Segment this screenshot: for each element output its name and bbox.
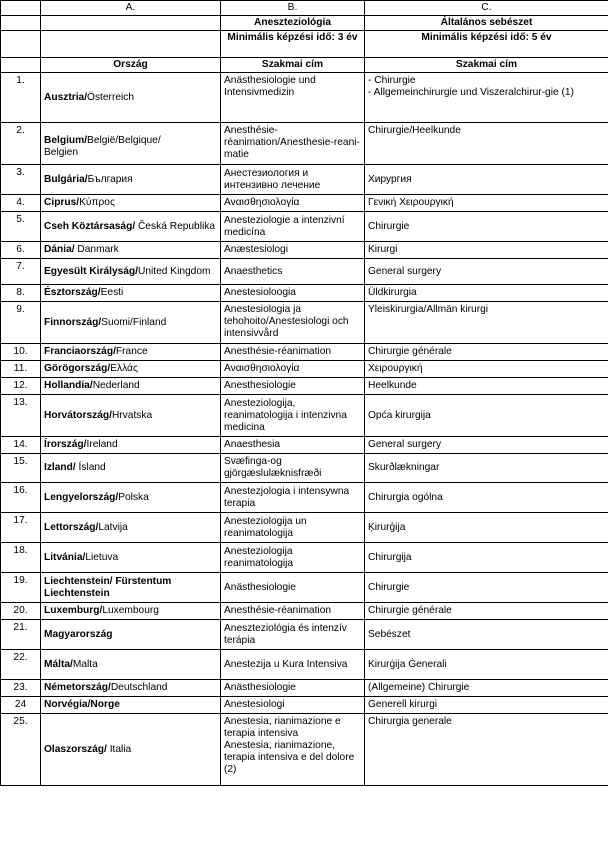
row-number: 18. [1, 543, 41, 573]
specialty-c: Általános sebészet [365, 16, 608, 31]
country-name-local: Italia [106, 743, 132, 755]
country-name-local: България [87, 173, 133, 185]
row-number: 23. [1, 680, 41, 697]
specialty-b: Aneszteziológia [221, 16, 365, 31]
country-cell [41, 680, 221, 697]
empty-cell [41, 31, 221, 58]
title-c-cell: Chirurgie [365, 212, 608, 242]
title-c-cell: Chirurgie générale [365, 603, 608, 620]
table-row [1, 195, 608, 212]
table-row [1, 285, 608, 302]
title-b-cell: Anesteziologija un reanimatologija [221, 513, 365, 543]
country-cell [41, 212, 221, 242]
title-b-cell: Anestesiologia ja tehohoito/Anestesiologi och intensivvård [221, 302, 365, 344]
title-c-cell: Chirurgia generale [365, 714, 608, 786]
title-c-cell: Skurðlækningar [365, 454, 608, 483]
empty-cell [1, 16, 41, 31]
row-number: 16. [1, 483, 41, 513]
table-row [1, 73, 608, 123]
min-training-b: Minimális képzési idő: 3 év [221, 31, 365, 58]
country-name-bold: Liechtenstein/ Fürstentum Liechtenstein [44, 575, 172, 599]
row-number: 12. [1, 378, 41, 395]
table-row [1, 378, 608, 395]
title-c-cell: Χειρουργική [365, 361, 608, 378]
country-cell [41, 165, 221, 195]
country-name-bold: Írország/ [44, 439, 87, 450]
title-c-cell: Üldkirurgia [365, 285, 608, 302]
title-c-cell: Chirurgia ogólna [365, 483, 608, 513]
country-name-local: Ελλάς [110, 363, 138, 374]
title-b-cell: Anästhesiologie [221, 573, 365, 603]
column-b-letter: B. [221, 1, 365, 16]
min-training-row [1, 31, 608, 58]
country-cell [41, 395, 221, 437]
country-name-local: Suomi/Finland [101, 316, 167, 328]
table-row [1, 165, 608, 195]
title-c-cell: Kirurgi [365, 242, 608, 259]
table-row [1, 361, 608, 378]
column-c-letter: C. [365, 1, 608, 16]
country-name-local: Latvija [98, 521, 128, 533]
title-b-cell: Anästhesiologie und Intensivmedizin [221, 73, 365, 123]
country-name-bold: Görögország/ [44, 363, 111, 374]
row-number: 1. [1, 73, 41, 123]
row-number: 9. [1, 302, 41, 344]
country-name-bold: Franciaország/ [44, 346, 116, 357]
country-name-local: France [115, 346, 148, 357]
title-c-cell: - Chirurgie - Allgemeinchirurgie und Viszeralchirur-gie (1) [365, 73, 608, 123]
row-number: 25. [1, 714, 41, 786]
country-name-bold: Finnország/ [44, 316, 102, 328]
row-number: 7. [1, 259, 41, 285]
country-name-bold: Litvánia/ [44, 551, 86, 563]
country-name-bold: Belgium/ [44, 135, 88, 146]
country-cell [41, 454, 221, 483]
title-c-cell: (Allgemeine) Chirurgie [365, 680, 608, 697]
title-c-cell: Sebészet [365, 620, 608, 650]
title-b-cell: Anesthésie-réanimation [221, 344, 365, 361]
row-number: 8. [1, 285, 41, 302]
country-cell [41, 344, 221, 361]
title-b-cell: Anestesiologi [221, 697, 365, 714]
row-number: 19. [1, 573, 41, 603]
title-b-cell: Anestezija u Kura Intensiva [221, 650, 365, 680]
row-number: 24 [1, 697, 41, 714]
table-row [1, 212, 608, 242]
row-number: 3. [1, 165, 41, 195]
title-b-cell: Svæfinga-og gjörgæslulæknisfræði [221, 454, 365, 483]
row-number: 21. [1, 620, 41, 650]
country-name-bold: Luxemburg/ [44, 605, 103, 616]
country-name-bold: Hollandia/ [44, 380, 93, 391]
country-name-local: Ireland [86, 439, 118, 450]
empty-cell [1, 31, 41, 58]
country-cell [41, 73, 221, 123]
country-name-bold: Dánia/ [44, 244, 78, 255]
row-number: 13. [1, 395, 41, 437]
country-name-local: Κύπρος [79, 197, 115, 208]
table-row [1, 573, 608, 603]
table-row [1, 395, 608, 437]
country-name-bold: Magyarország [44, 628, 113, 640]
title-c-cell: Chirurgie [365, 573, 608, 603]
table-row [1, 680, 608, 697]
title-b-cell: Anaesthesia [221, 437, 365, 454]
title-c-cell: Chirurgija [365, 543, 608, 573]
country-cell [41, 285, 221, 302]
country-header: Ország [41, 58, 221, 73]
title-b-cell: Anæstesiologi [221, 242, 365, 259]
table-row [1, 620, 608, 650]
title-c-cell: Chirurgie/Heelkunde [365, 123, 608, 165]
country-name-bold: Németország/ [44, 682, 111, 693]
row-number: 22. [1, 650, 41, 680]
country-name-bold: Bulgária/ [44, 173, 88, 185]
title-c-cell: Kirurġija Ġenerali [365, 650, 608, 680]
title-b-cell: Anesthésie-réanimation [221, 603, 365, 620]
column-letters-row [1, 1, 608, 16]
title-b-cell: Anästhesiologie [221, 680, 365, 697]
country-name-bold: Ciprus/ [44, 197, 80, 208]
empty-cell [1, 1, 41, 16]
row-number: 10. [1, 344, 41, 361]
row-number: 17. [1, 513, 41, 543]
country-name-bold: Málta/ [44, 658, 73, 670]
table-row [1, 513, 608, 543]
title-b-cell: Anesteziologie a intenzivní medicína [221, 212, 365, 242]
specialty-row [1, 16, 608, 31]
table-row [1, 650, 608, 680]
country-cell [41, 543, 221, 573]
table-row [1, 242, 608, 259]
country-cell [41, 650, 221, 680]
table-row [1, 259, 608, 285]
table-row [1, 437, 608, 454]
title-c-cell: Chirurgie générale [365, 344, 608, 361]
country-cell [41, 620, 221, 650]
country-name-local: Polska [118, 491, 149, 503]
title-c-cell: General surgery [365, 259, 608, 285]
table-row [1, 543, 608, 573]
country-cell [41, 123, 221, 165]
table-row [1, 344, 608, 361]
title-b-cell: Анестезиология и интензивно лечение [221, 165, 365, 195]
country-name-local: Eesti [100, 287, 124, 298]
country-cell [41, 195, 221, 212]
title-b-cell: Anesteziologija reanimatologija [221, 543, 365, 573]
row-number: 14. [1, 437, 41, 454]
title-b-cell: Anestezjologia i intensywna terapia [221, 483, 365, 513]
title-c-cell: Opća kirurgija [365, 395, 608, 437]
title-header-b: Szakmai cím [221, 58, 365, 73]
country-name-local: Danmark [77, 244, 119, 255]
table-row [1, 483, 608, 513]
table-row [1, 123, 608, 165]
title-b-cell: Αναισθησιολογία [221, 361, 365, 378]
row-number: 20. [1, 603, 41, 620]
country-name-bold: Lengyelország/ [44, 491, 119, 503]
title-b-cell: Αναισθησιολογία [221, 195, 365, 212]
title-c-cell: General surgery [365, 437, 608, 454]
title-b-cell: Anesteziologija, reanimatologija i intenzivna medicina [221, 395, 365, 437]
min-training-c: Minimális képzési idő: 5 év [365, 31, 608, 58]
country-name-bold: Cseh Köztársaság/ [44, 220, 138, 232]
country-name-bold: Egyesült Királyság/ [44, 265, 138, 277]
title-c-cell: Γενική Χειρουργική [365, 195, 608, 212]
country-cell [41, 573, 221, 603]
country-name-local: Hrvatska [111, 409, 153, 421]
title-c-cell: Хирургия [365, 165, 608, 195]
title-b-cell: Anestesia, rianimazione e terapia intensiva Anestesia, rianimazione, terapia intensiva e del dolore (2) [221, 714, 365, 786]
country-name-bold: Izland/ [44, 462, 79, 473]
table-row [1, 302, 608, 344]
country-cell [41, 378, 221, 395]
title-c-cell: Heelkunde [365, 378, 608, 395]
title-b-cell: Anaesthetics [221, 259, 365, 285]
country-name-local: Nederland [92, 380, 140, 391]
country-name-bold: Norvégia/Norge [44, 699, 120, 710]
country-name-bold: Ausztria/ [44, 91, 88, 103]
row-number: 5. [1, 212, 41, 242]
row-number: 2. [1, 123, 41, 165]
country-name-local: Luxembourg [102, 605, 159, 616]
header-row [1, 58, 608, 73]
country-cell [41, 242, 221, 259]
country-name-local: Deutschland [110, 682, 168, 693]
title-c-cell: Ķirurģija [365, 513, 608, 543]
country-name-bold: Észtország/ [44, 287, 101, 298]
title-b-cell: Anesthesiologie [221, 378, 365, 395]
table-row [1, 697, 608, 714]
country-name-local: Malta [72, 658, 98, 670]
country-name-local: Ísland [78, 462, 106, 473]
country-cell [41, 714, 221, 786]
country-name-local: Česká Republika [138, 220, 216, 232]
title-b-cell: Aneszteziológia és intenzív terápia [221, 620, 365, 650]
country-cell [41, 437, 221, 454]
table-row [1, 454, 608, 483]
column-a-letter: A. [41, 1, 221, 16]
table-row [1, 603, 608, 620]
title-b-cell: Anesthésie-réanimation/Anesthesie-reani-matie [221, 123, 365, 165]
empty-cell [41, 16, 221, 31]
country-cell [41, 603, 221, 620]
country-cell [41, 302, 221, 344]
row-number: 6. [1, 242, 41, 259]
title-b-cell: Anestesioloogia [221, 285, 365, 302]
country-cell [41, 483, 221, 513]
country-cell [41, 513, 221, 543]
title-header-c: Szakmai cím [365, 58, 608, 73]
row-number: 4. [1, 195, 41, 212]
row-number: 15. [1, 454, 41, 483]
empty-cell [1, 58, 41, 73]
country-name-bold: Olaszország/ [44, 743, 107, 755]
country-name-local: United Kingdom [138, 265, 211, 277]
country-name-local: Lietuva [85, 551, 119, 563]
country-name-bold: Horvátország/ [44, 409, 112, 421]
country-name-local: Österreich [87, 91, 135, 103]
row-number: 11. [1, 361, 41, 378]
country-cell [41, 697, 221, 714]
country-cell [41, 259, 221, 285]
title-c-cell: Generell kirurgi [365, 697, 608, 714]
table-row [1, 714, 608, 786]
title-c-cell: Yleiskirurgia/Allmän kirurgi [365, 302, 608, 344]
country-name-bold: Lettország/ [44, 521, 99, 533]
country-cell [41, 361, 221, 378]
country-name-local: België/Belgique/ Belgien [44, 135, 161, 158]
